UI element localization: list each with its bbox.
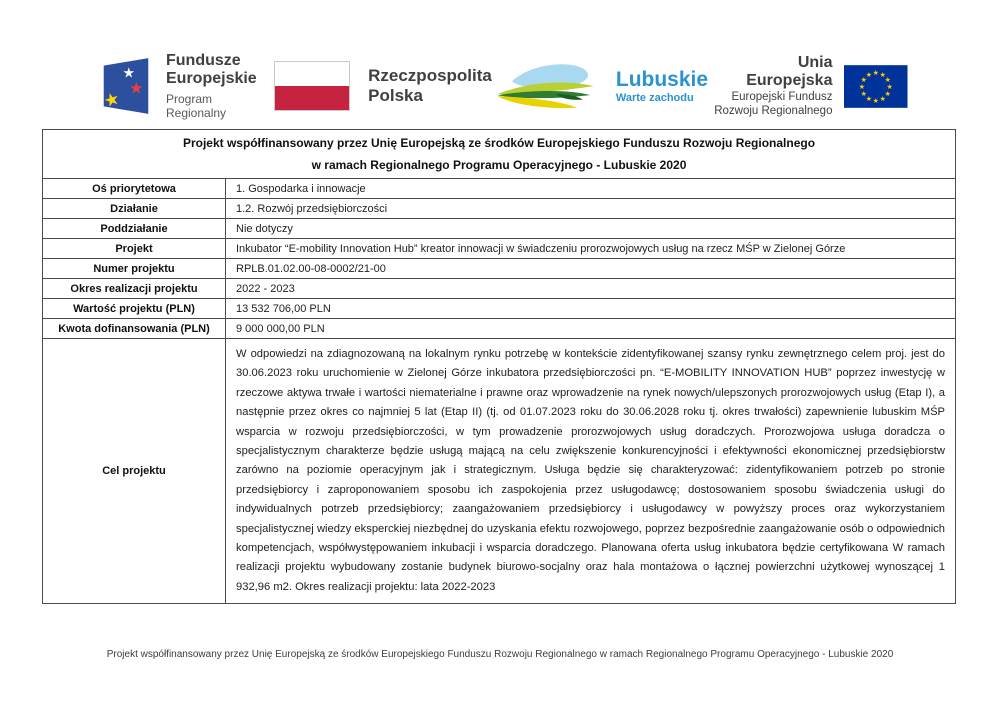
svg-text:★: ★ — [866, 95, 873, 103]
row-value-numer-projektu: RPLB.01.02.00-08-0002/21-00 — [226, 259, 956, 279]
table-header-cell — [43, 130, 956, 179]
poland-flag-icon — [274, 61, 350, 111]
row-label-poddzialanie: Poddziałanie — [43, 219, 226, 239]
table-row — [43, 179, 956, 199]
poland-title-line2: Polska — [368, 86, 423, 105]
svg-text:★: ★ — [129, 80, 144, 98]
poland-logo-text — [368, 66, 492, 106]
eu-flag-icon — [844, 65, 908, 108]
row-value-poddzialanie: Nie dotyczy — [226, 219, 956, 239]
footer-cofinancing-note: Projekt współfinansowany przez Unię Europejską ze środków Europejskiego Funduszu Rozwoju Regionalnego w ramach Regionalnego Programu Operacyjnego - Lubuskie 2020 — [106, 649, 894, 660]
svg-text:★: ★ — [866, 71, 873, 79]
row-value-os-priorytetowa: 1. Gospodarka i innowacje — [226, 179, 956, 199]
eu-logo-text — [708, 54, 832, 118]
table-row — [43, 319, 956, 339]
row-value-wartosc-projektu: 13 532 706,00 PLN — [226, 299, 956, 319]
poland-flag-red-stripe — [275, 86, 349, 110]
fe-flag-icon — [100, 54, 152, 118]
table-row — [43, 199, 956, 219]
table-header-line1: Projekt współfinansowany przez Unię Europejską ze środków Europejskiego Funduszu Rozwoju Regionalnego — [182, 136, 816, 150]
svg-text:★: ★ — [861, 76, 868, 84]
row-label-numer-projektu: Numer projektu — [43, 259, 226, 279]
svg-text:★: ★ — [101, 87, 123, 112]
row-label-os-priorytetowa: Oś priorytetowa — [43, 179, 226, 199]
eu-title: Unia Europejska — [746, 54, 833, 89]
svg-text:★: ★ — [885, 76, 892, 84]
row-value-dzialanie: 1.2. Rozwój przedsiębiorczości — [226, 199, 956, 219]
fe-subtitle: Program Regionalny — [166, 92, 227, 120]
lubuskie-subtitle: Warte zachodu — [615, 91, 694, 104]
fe-title-line1: Fundusze — [166, 52, 241, 69]
poland-flag-white-stripe — [275, 62, 349, 86]
svg-text:★: ★ — [880, 71, 887, 79]
eu-subtitle-line1: Europejski Fundusz — [731, 91, 833, 103]
row-label-kwota-dofinansowania: Kwota dofinansowania (PLN) — [43, 319, 226, 339]
svg-text:★: ★ — [873, 97, 880, 105]
project-info-table — [42, 129, 956, 604]
row-label-okres-realizacji: Okres realizacji projektu — [43, 279, 226, 299]
row-value-okres-realizacji: 2022 - 2023 — [226, 279, 956, 299]
row-value-kwota-dofinansowania: 9 000 000,00 PLN — [226, 319, 956, 339]
lubuskie-logo-text — [616, 69, 708, 104]
row-value-cel-projektu: W odpowiedzi na zdiagnozowaną na lokalnym rynku potrzebę w kontekście zidentyfikowanej szansy rynku zewnętrznego celem proj. jest do 30.06.2023 roku uruchomienie w Zielonej Górze inkubatora przedsiębiorczości pn. “E-MOBILITY INNOVATION HUB” poprzez inwestycję w rzeczowe aktywa trwałe i wartości niematerialne i prawne oraz wprowadzenie na rynek nowych/ulepszonych prorozwojowych usług (Etap I), a następnie przez okres co najmniej 5 lat (Etap II) (tj. od 01.07.2023 roku do 30.06.2028 roku tj. okres trwałości) zapewnienie lubuskim MŚP wsparcia w rozwoju przedsiębiorczości, w tym prowadzenie prorozwojowych usług doradczych. Prorozwojowa usługa doradcza o specjalistycznym charakterze będzie usługą mającą na celu zwiększenie konkurencyjności i efektywności ekonomicznej przedsiębiorstw zarówno na poziomie operacyjnym jak i strategicznym. Usługa będzie się charakteryzować: zidentyfikowaniem potrzeb po stronie przedsiębiorcy i zaproponowaniem sposobu ich zaspokojenia przez usługodawcę; dostosowaniem sposobu świadczenia usługi do indywidualnych potrzeb przedsiębiorcy; zaangażowaniem przedsiębiorcy i usługodawcy w powyższy proces oraz wykorzystaniem specjalistycznej wiedzy eksperckiej niezbędnej do uzyskania efektu rozwojowego, poprzez bezpośrednie zaangażowanie osób o odpowiednich kompetencjach, współwystępowaniem inkubacji i wsparcia doradczego. Planowana oferta usług inkubatora będzie certyfikowana W ramach realizacji projektu wybudowany zostanie budynek biurowo-socjalny oraz hala montażowa o łącznej powierzchni użytkowej wynoszącej 1 932,96 m2. Okres realizacji projektu: lata 2022-2023 — [226, 339, 956, 604]
poland-title-line1: Rzeczpospolita — [368, 66, 492, 85]
row-value-projekt: Inkubator “E-mobility Innovation Hub” kreator innowacji w świadczeniu prorozwojowych usług na rzecz MŚP w Zielonej Górze — [226, 239, 956, 259]
row-label-projekt: Projekt — [43, 239, 226, 259]
svg-text:★: ★ — [887, 83, 894, 91]
table-row — [43, 259, 956, 279]
lubuskie-title: Lubuskie — [615, 67, 709, 91]
row-label-wartosc-projektu: Wartość projektu (PLN) — [43, 299, 226, 319]
logo-unia-europejska — [708, 54, 908, 118]
eu-subtitle-line2: Rozwoju Regionalnego — [714, 105, 833, 117]
table-row — [43, 219, 956, 239]
table-row — [43, 279, 956, 299]
svg-text:★: ★ — [873, 69, 880, 77]
table-header-row — [43, 130, 956, 179]
table-row — [43, 239, 956, 259]
logo-rzeczpospolita-polska — [274, 61, 492, 111]
lubuskie-swoosh-icon — [492, 56, 610, 116]
logo-lubuskie — [492, 56, 708, 116]
svg-text:★: ★ — [880, 95, 887, 103]
logo-fundusze-europejskie — [100, 52, 274, 120]
table-row-cel-projektu — [43, 339, 956, 604]
svg-text:★: ★ — [122, 64, 136, 81]
svg-text:★: ★ — [885, 90, 892, 98]
svg-text:★: ★ — [859, 83, 866, 91]
fe-title-line2: Europejskie — [166, 70, 257, 87]
svg-text:★: ★ — [861, 90, 868, 98]
table-header-line2: w ramach Regionalnego Programu Operacyjnego - Lubuskie 2020 — [311, 158, 687, 172]
fe-logo-text — [166, 52, 274, 120]
row-label-dzialanie: Działanie — [43, 199, 226, 219]
row-label-cel-projektu: Cel projektu — [43, 339, 226, 604]
logo-bar — [100, 50, 908, 122]
table-row — [43, 299, 956, 319]
